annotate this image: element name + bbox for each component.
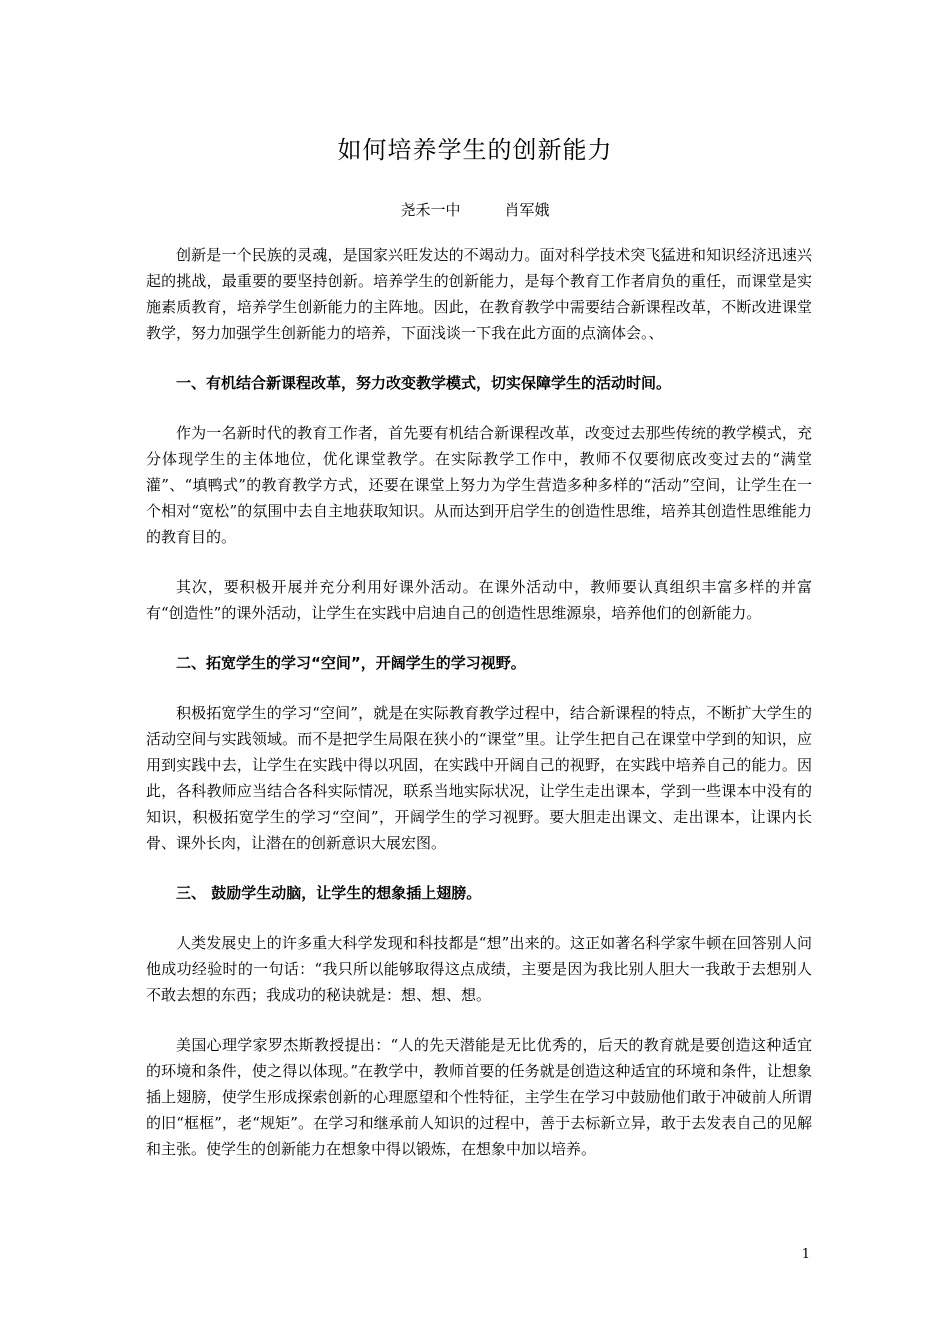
section-1-paragraph-2: 其次，要积极开展并充分利用好课外活动。在课外活动中，教师要认真组织丰富多样的并富有“创造性”的课外活动，让学生在实践中启迪自己的创造性思维源泉，培养他们的创新能力。 — [146, 578, 812, 622]
school-name: 尧禾一中 — [400, 201, 461, 219]
spacer — [146, 396, 812, 420]
section-2-paragraph-1: 积极拓宽学生的学习“空间”，就是在实际教育教学过程中，结合新课程的特点，不断扩大学生的活动空间与实践领域。而不是把学生局限在狭小的“课堂”里。让学生把自己在课堂中学到的知识，应用到实践中去，让学生在实践中得以巩固，在实践中开阔自己的视野，在实践中培养自己的能力。因此，各科教师应当结合各科实际情况，联系当地实际状况，让学生走出课本，学到一些课本中没有的知识，积极拓宽学生的学习“空间”，开阔学生的学习视野。要大胆走出课文、走出课本，让课内长骨、课外长肉，让潜在的创新意识大展宏图。 — [146, 704, 812, 852]
page-number: 1 — [801, 1247, 810, 1262]
section-3-paragraph-1: 人类发展史上的许多重大科学发现和科技都是“想”出来的。这正如著名科学家牛顿在回答别人问他成功经验时的一句话：“我只所以能够取得这点成绩，主要是因为我比别人胆大一我敢于去想别人不敢去想的东西；我成功的秘诀就是：想、想、想。 — [146, 934, 812, 1004]
byline — [0, 199, 950, 221]
section-heading-2: 二、拓宽学生的学习“空间”，开阔学生的学习视野。 — [176, 654, 526, 672]
document-body — [146, 242, 812, 1162]
spacer — [146, 346, 812, 370]
section-heading-3: 三、 鼓励学生动脑，让学生的想象插上翅膀。 — [176, 884, 482, 902]
spacer — [146, 626, 812, 650]
spacer — [146, 906, 812, 930]
spacer — [146, 676, 812, 700]
spacer — [146, 1008, 812, 1032]
section-heading-1: 一、有机结合新课程改革，努力改变教学模式，切实保障学生的活动时间。 — [176, 374, 672, 392]
spacer — [146, 856, 812, 880]
section-3-paragraph-2: 美国心理学家罗杰斯教授提出：“人的先天潜能是无比优秀的，后天的教育就是要创造这种适宜的环境和条件，使之得以体现。”在教学中，教师首要的任务就是创造这种适宜的环境和条件，让想象插上翅膀，使学生形成探索创新的心理愿望和个性特征，主学生在学习中鼓励他们敢于冲破前人所谓的旧“框框”，老“规矩”。在学习和继承前人知识的过程中，善于去标新立异，敢于去发表自己的见解和主张。使学生的创新能力在想象中得以锻炼，在想象中加以培养。 — [146, 1036, 812, 1158]
section-1-paragraph-1: 作为一名新时代的教育工作者，首先要有机结合新课程改革，改变过去那些传统的教学模式，充分体现学生的主体地位，优化课堂教学。在实际教学工作中，教师不仅要彻底改变过去的“满堂灌”、“填鸭式”的教育教学方式，还要在课堂上努力为学生营造多种多样的“活动”空间，让学生在一个相对“宽松”的氛围中去自主地获取知识。从而达到开启学生的创造性思维，培养其创造性思维能力的教育目的。 — [146, 424, 812, 546]
document-title: 如何培养学生的创新能力 — [337, 136, 613, 164]
intro-paragraph: 创新是一个民族的灵魂，是国家兴旺发达的不竭动力。面对科学技术突飞猛进和知识经济迅速兴起的挑战，最重要的要坚持创新。培养学生的创新能力，是每个教育工作者肩负的重任，而课堂是实施素质教育，培养学生创新能力的主阵地。因此，在教育教学中需要结合新课程改革，不断改进课堂教学，努力加强学生创新能力的培养，下面浅谈一下我在此方面的点滴体会。、 — [146, 246, 812, 342]
author-name: 肖军娥 — [504, 201, 550, 219]
spacer — [146, 550, 812, 574]
